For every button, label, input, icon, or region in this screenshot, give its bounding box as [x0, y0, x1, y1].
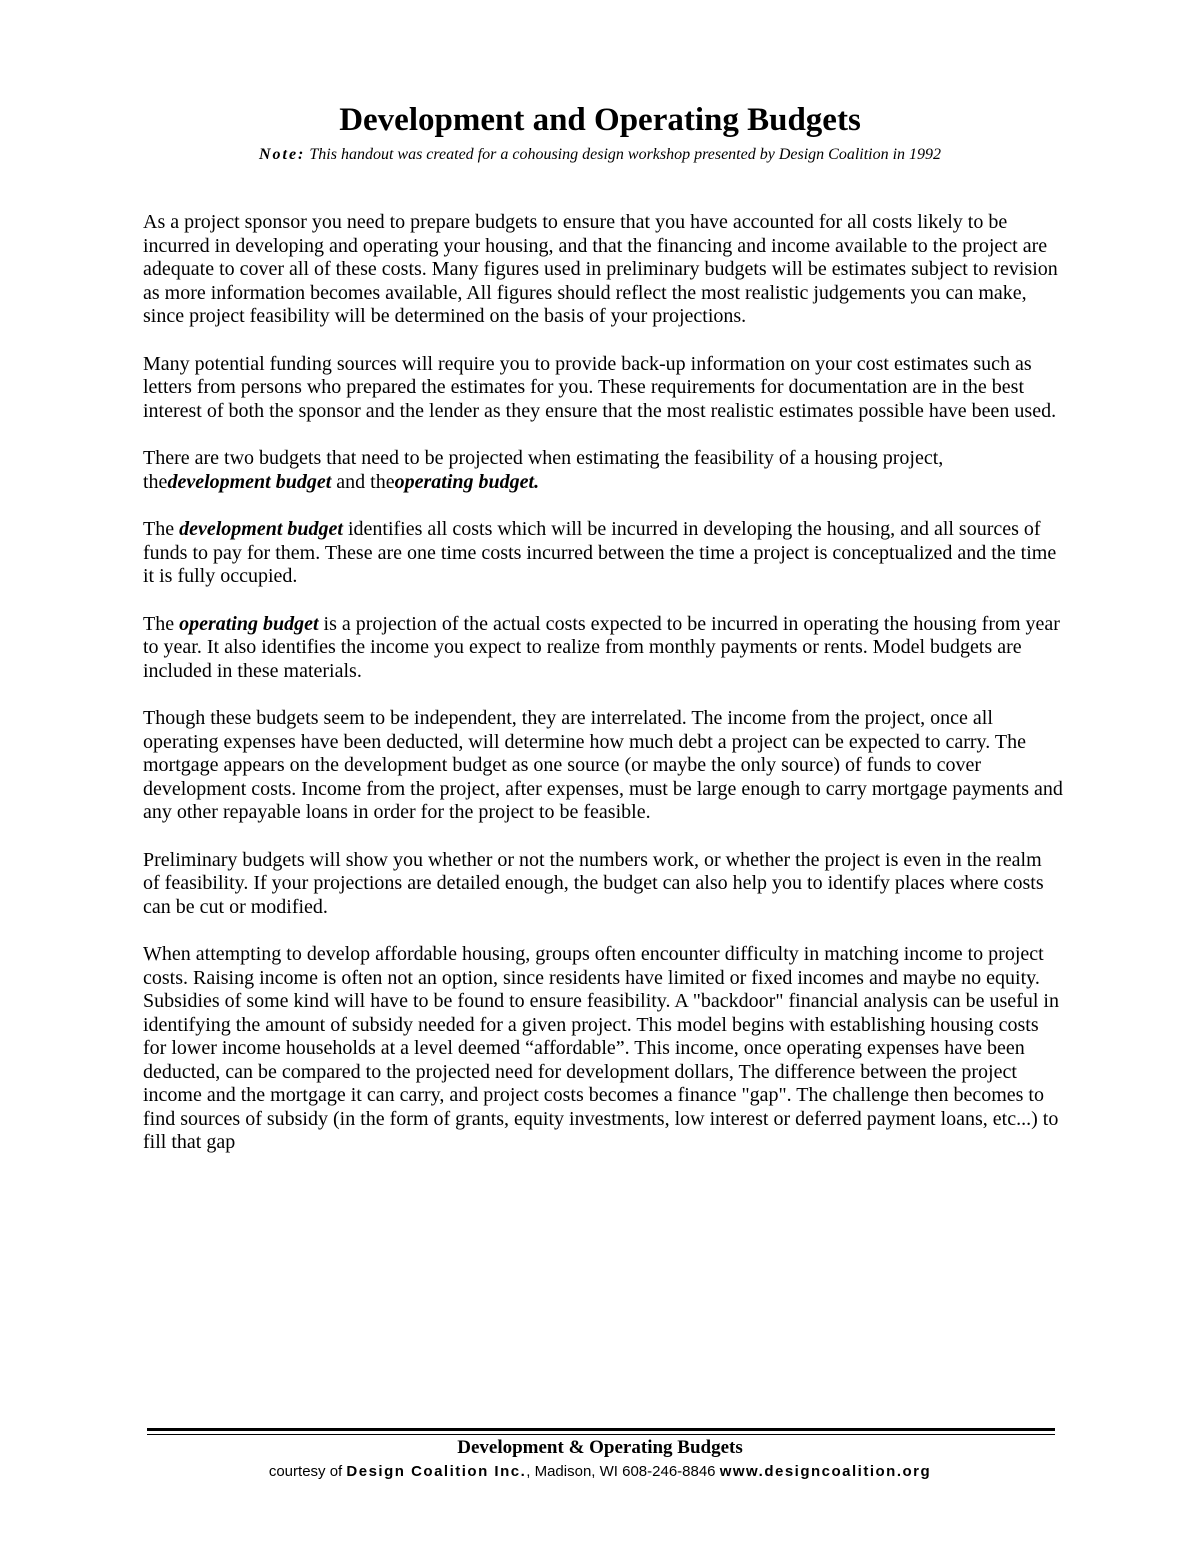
- footer-divider: [147, 1428, 1055, 1435]
- paragraph-two-budgets: [143, 447, 1063, 494]
- paragraph-affordable-housing: When attempting to develop affordable housing, groups often encounter difficulty in matching income to project costs. Raising income is often not an option, since residents have limited or fixed incomes and maybe no equity. Subsidies of some kind will have to be found to ensure feasibility. A "backdoor" financial analysis can be useful in identifying the amount of subsidy needed for a given project. This model begins with establishing housing costs for lower income households at a level deemed “affordable”. This income, once operating expenses have been deducted, can be compared to the projected need for development dollars, The difference between the project income and the mortgage it can carry, and project costs becomes a finance "gap". The challenge then becomes to find sources of subsidy (in the form of grants, equity investments, low interest or deferred payment loans, etc...) to fill that gap: [143, 943, 1059, 1153]
- term-development-budget: development budget: [167, 470, 332, 493]
- paragraph-preliminary: Preliminary budgets will show you whether or not the numbers work, or whether the project is even in the realm of feasibility. If your projections are detailed enough, the budget can also help you to identify places where costs can be cut or modified.: [143, 848, 1044, 918]
- paragraph-interrelated: Though these budgets seem to be independent, they are interrelated. The income from the project, once all operating expenses have been deducted, will determine how much debt a project can be expected to carry. The mortgage appears on the development budget as one source (or maybe the only source) of funds to cover development costs. Income from the project, after expenses, must be large enough to carry mortgage payments and any other repayable loans in order for the project to be feasible.: [143, 707, 1063, 823]
- paragraph-development-budget: [143, 518, 1063, 589]
- paragraph-backup-information: Many potential funding sources will require you to provide back-up information on your cost estimates such as letters from persons who prepared the estimates for you. These requirements for documentation are in the best interest of both the sponsor and the lender as they ensure that the most realistic estimates possible have been used.: [143, 352, 1057, 422]
- footer-title: Development & Operating Budgets: [457, 1437, 743, 1458]
- footer-courtesy: courtesy of: [268, 1463, 347, 1480]
- handout-note: [0, 145, 1200, 165]
- note-label: Note:: [258, 146, 306, 163]
- paragraph-intro: As a project sponsor you need to prepare budgets to ensure that you have accounted for all costs likely to be incurred in developing and operating your housing, and that the financing and income available to the project are adequate to cover all of these costs. Many figures used in preliminary budgets will be estimates subject to revision as more information becomes available, All figures should reflect the most realistic judgements you can make, since project feasibility will be determined on the basis of your projections.: [143, 211, 1058, 327]
- page-title: Development and Operating Budgets: [339, 102, 861, 138]
- p3-text-mid: and the: [331, 470, 395, 493]
- term-operating-budget: operating budget.: [394, 470, 540, 493]
- p5-term: operating budget: [179, 612, 319, 635]
- footer-credit: [0, 1462, 1200, 1482]
- paragraph-operating-budget: [143, 613, 1063, 684]
- document-body: [143, 211, 1063, 1179]
- p5-text-before: The: [143, 612, 180, 635]
- p5-text-after: is a projection of the actual costs expected to be incurred in operating the housing from year to year. It also identifies the income you expect to realize from monthly payments or rents. Model budgets are included in these materials.: [143, 612, 1060, 682]
- p4-text-after: identifies all costs which will be incurred in developing the housing, and all sources of funds to pay for them. These are one time costs incurred between the time a project is conceptualized and the time it is fully occupied.: [143, 518, 1057, 587]
- p4-text-before: The: [143, 518, 180, 540]
- footer-website: www.designcoalition.org: [719, 1463, 932, 1480]
- note-text: This handout was created for a cohousing design workshop presented by Design Coalition in 1992: [309, 146, 942, 163]
- p4-term: development budget: [179, 518, 343, 540]
- footer-location-phone: , Madison, WI 608-246-8846: [526, 1463, 720, 1480]
- footer-company: Design Coalition Inc.: [346, 1463, 527, 1480]
- p3-text-before: There are two budgets that need to be projected when estimating the feasibility of a housing project, the: [143, 447, 944, 493]
